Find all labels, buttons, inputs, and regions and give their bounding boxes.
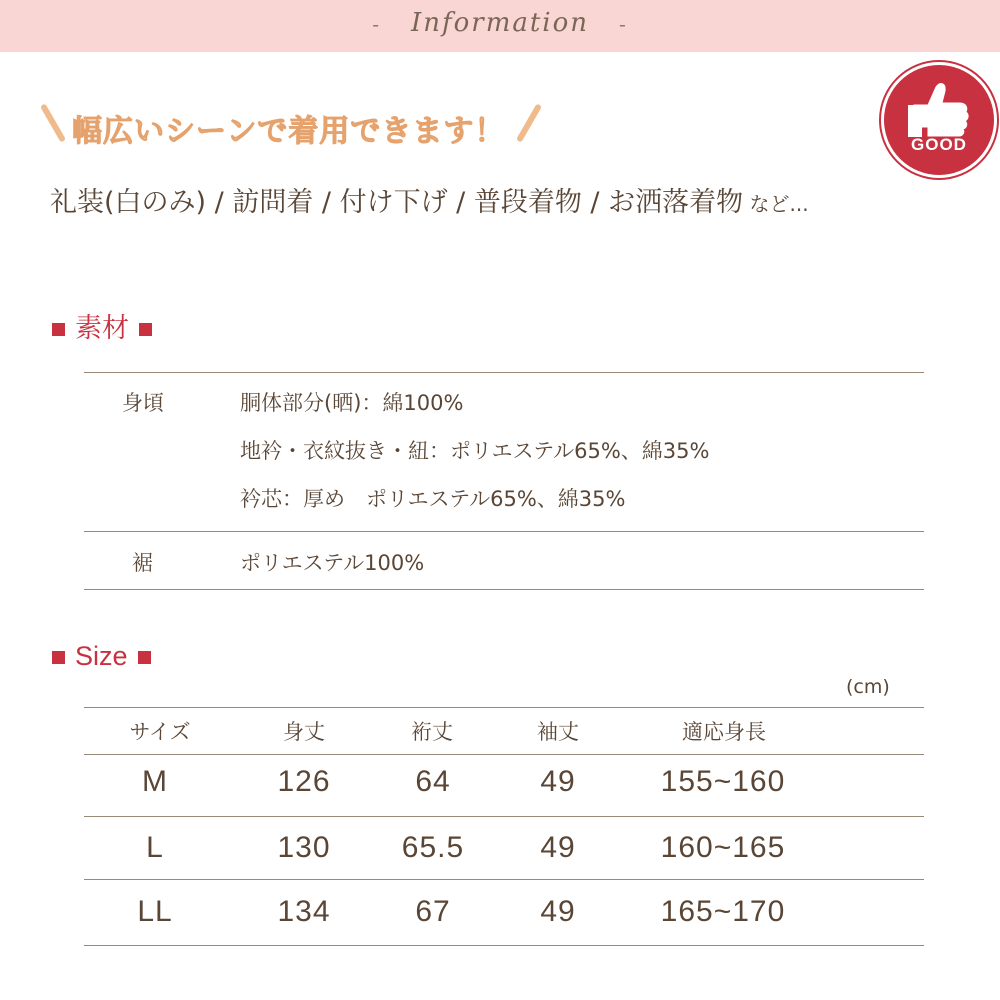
divider [84, 816, 924, 817]
material-line: 地衿・衣紋抜き・紐：ポリエステル65%、綿35% [240, 439, 710, 463]
good-badge-text: GOOD [911, 135, 967, 154]
size-cell: 49 [540, 831, 576, 864]
size-section-title [52, 641, 161, 672]
scenes-line [50, 180, 809, 219]
scenes-suffix: など... [743, 192, 809, 216]
size-header-yuki: 裄丈 [411, 720, 453, 744]
size-unit: (cm) [846, 676, 890, 698]
material-section-title [52, 306, 162, 345]
material-title-text: 素材 [75, 313, 129, 344]
tagline: 幅広いシーンで着用できます！ [72, 114, 506, 149]
size-cell: LL [137, 895, 173, 928]
header-dash-right: - [619, 12, 628, 36]
size-cell: 165~170 [660, 895, 786, 928]
material-line: 胴体部分(晒)：綿100% [240, 391, 464, 415]
slash-left-decoration [40, 103, 66, 142]
divider [84, 945, 924, 946]
size-cell: 65.5 [401, 831, 465, 864]
size-cell: 67 [415, 895, 451, 928]
divider [84, 879, 924, 880]
size-header-size: サイズ [129, 720, 191, 744]
square-bullet-icon [52, 323, 65, 336]
size-cell: 126 [277, 765, 331, 798]
divider [84, 531, 924, 532]
slash-right-decoration [516, 103, 542, 142]
divider [84, 372, 924, 373]
header-dash-left: - [372, 12, 381, 36]
divider [84, 707, 924, 708]
divider [84, 589, 924, 590]
size-title-text: Size [75, 641, 128, 671]
square-bullet-icon [139, 323, 152, 336]
square-bullet-icon [52, 651, 65, 664]
header-title [0, 8, 1000, 38]
size-cell: L [146, 831, 164, 864]
thumbs-up-icon [884, 65, 994, 175]
size-cell: 130 [277, 831, 331, 864]
divider [84, 754, 924, 755]
header-title-text: Information [410, 8, 590, 38]
size-cell: 160~165 [660, 831, 786, 864]
size-cell: 49 [540, 895, 576, 928]
size-header-sleeve: 袖丈 [537, 720, 579, 744]
size-cell: 49 [540, 765, 576, 798]
scenes-text: 礼装(白のみ) / 訪問着 / 付け下げ / 普段着物 / お洒落着物 [50, 187, 744, 218]
size-cell: 155~160 [660, 765, 786, 798]
size-header-height: 適応身長 [682, 720, 766, 744]
good-badge [881, 62, 997, 178]
material-line: 衿芯：厚め ポリエステル65%、綿35% [240, 487, 626, 511]
size-cell: M [142, 765, 168, 798]
square-bullet-icon [138, 651, 151, 664]
size-header-length: 身丈 [283, 720, 325, 744]
size-cell: 134 [277, 895, 331, 928]
material-label: 身頃 [122, 391, 164, 415]
material-label: 裾 [132, 551, 153, 575]
size-cell: 64 [415, 765, 451, 798]
material-line: ポリエステル100% [240, 551, 425, 575]
